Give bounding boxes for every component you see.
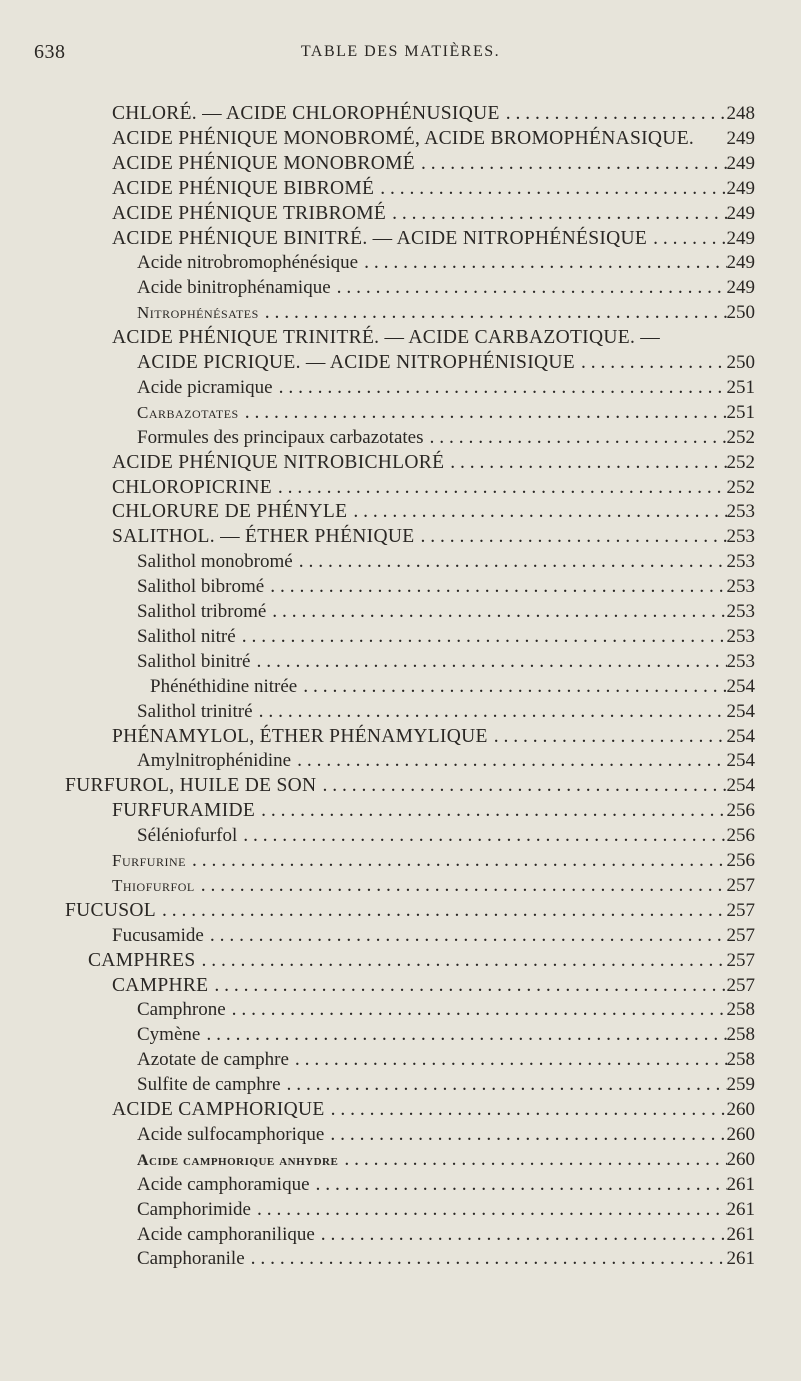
toc-entry-title: CAMPHRE xyxy=(112,974,209,996)
toc-entry xyxy=(137,824,755,848)
dot-leader xyxy=(414,525,726,549)
toc-entry-title: FURFURAMIDE xyxy=(112,800,256,822)
toc-entry-title: Azotate de camphre xyxy=(137,1049,289,1071)
toc-entry-title: FURFUROL, HUILE DE SON xyxy=(65,775,317,797)
toc-entry-page: 261 xyxy=(726,1198,755,1220)
toc-entry-title: Phénéthidine nitrée xyxy=(150,675,298,697)
toc-entry-title: Formules des principaux carbazotates xyxy=(137,426,424,448)
dot-leader xyxy=(245,1247,727,1271)
toc-entry-page: 256 xyxy=(726,800,755,822)
toc-entry-page: 260 xyxy=(726,1123,755,1145)
toc-entry xyxy=(137,625,755,649)
toc-entry xyxy=(112,725,755,749)
toc-entry xyxy=(112,202,755,226)
toc-entry-page: 253 xyxy=(726,650,755,672)
toc-entry xyxy=(137,1148,755,1173)
dot-leader xyxy=(204,924,727,948)
toc-entry-title: CAMPHRES xyxy=(88,949,196,971)
toc-entry-page: 254 xyxy=(726,700,755,722)
toc-entry-page: 249 xyxy=(726,277,755,299)
toc-entry xyxy=(137,1023,755,1047)
dot-leader xyxy=(500,102,727,126)
toc-entry-title: Thiofurfol xyxy=(112,875,195,895)
toc-entry-page: 253 xyxy=(726,625,755,647)
toc-entry-title: Sulfite de camphre xyxy=(137,1074,281,1096)
dot-leader xyxy=(236,625,727,649)
toc-entry-title: SALITHOL. — ÉTHER PHÉNIQUE xyxy=(112,526,415,548)
toc-entry-page: 257 xyxy=(726,874,755,896)
toc-entry xyxy=(137,700,755,724)
dot-leader xyxy=(488,725,727,749)
toc-entry xyxy=(112,525,755,549)
page-number: 638 xyxy=(34,41,66,63)
toc-entry-page: 254 xyxy=(726,775,755,797)
toc-entry-page: 260 xyxy=(726,1099,755,1120)
toc-entry xyxy=(88,949,755,973)
toc-entry-title: CHLORURE DE PHÉNYLE xyxy=(112,501,348,523)
toc-entry-page: 250 xyxy=(726,352,755,373)
toc-entry xyxy=(112,326,755,350)
toc-entry-title: ACIDE PHÉNIQUE NITROBICHLORÉ xyxy=(112,451,445,473)
toc-entry-title: ACIDE PHÉNIQUE BIBROMÉ xyxy=(112,177,375,199)
toc-entry xyxy=(137,650,755,674)
toc-entry-page: 256 xyxy=(726,825,755,847)
toc-entry-page: 257 xyxy=(726,899,755,921)
toc-entry-title: Acide camphorique anhydre xyxy=(137,1151,339,1169)
dot-leader xyxy=(251,1198,727,1222)
toc-entry xyxy=(137,351,755,375)
toc-entry-title: Salithol monobromé xyxy=(137,551,293,573)
toc-entry xyxy=(112,849,755,873)
toc-entry xyxy=(137,426,755,450)
toc-entry-page: 261 xyxy=(726,1248,755,1270)
toc-entry-page: 250 xyxy=(726,302,755,324)
toc-entry-page: 253 xyxy=(726,526,755,548)
toc-entry-page: 249 xyxy=(726,177,755,199)
toc-entry xyxy=(137,749,755,773)
toc-entry-page: 261 xyxy=(726,1173,755,1195)
toc-entry-title: Salithol tribromé xyxy=(137,601,267,622)
toc-entry-page: 257 xyxy=(726,949,755,971)
dot-leader xyxy=(266,600,726,624)
toc-entry xyxy=(137,276,755,300)
toc-entry-page: 256 xyxy=(726,850,755,871)
toc-entry-title: Acide nitrobromophénésique xyxy=(137,252,359,274)
dot-leader xyxy=(316,774,726,798)
toc-entry xyxy=(137,550,755,574)
toc-entry xyxy=(65,774,755,798)
toc-entry-page: 252 xyxy=(726,476,755,498)
toc-entry xyxy=(150,675,755,699)
toc-entry xyxy=(112,227,755,251)
dot-leader xyxy=(444,451,726,475)
toc-entry-title: Salithol nitré xyxy=(137,625,236,647)
toc-entry-title: Acide camphoramique xyxy=(137,1173,310,1195)
toc-entry-page: 249 xyxy=(726,152,755,174)
dot-leader xyxy=(237,824,726,848)
toc-entry xyxy=(112,127,755,151)
toc-entry xyxy=(137,1123,755,1147)
dot-leader xyxy=(156,899,727,923)
dot-leader xyxy=(315,1223,727,1247)
toc-entry xyxy=(112,177,755,201)
toc-entry-page: 254 xyxy=(726,750,755,772)
toc-entry-page: 252 xyxy=(726,451,755,473)
toc-entry xyxy=(137,1173,755,1197)
dot-leader xyxy=(374,177,726,201)
page-header xyxy=(0,41,801,71)
dot-leader xyxy=(423,426,726,450)
toc-entry-title: ACIDE PHÉNIQUE MONOBROMÉ, ACIDE BROMOPHÉNASIQUE. xyxy=(112,127,695,149)
dot-leader xyxy=(310,1173,727,1197)
toc-entry xyxy=(137,1073,755,1097)
toc-entry-page: 251 xyxy=(726,401,755,423)
dot-leader xyxy=(647,227,726,251)
toc-entry xyxy=(137,575,755,599)
toc-entry-page: 248 xyxy=(726,103,755,124)
toc-entry-title: Salithol binitré xyxy=(137,650,251,672)
toc-entry-title: ACIDE PHÉNIQUE MONOBROMÉ xyxy=(112,152,415,174)
toc-entry-page: 251 xyxy=(726,376,755,398)
toc-entry xyxy=(65,899,755,923)
toc-entry xyxy=(137,998,755,1022)
toc-entry-title: Amylnitrophénidine xyxy=(137,750,292,772)
dot-leader xyxy=(239,401,727,425)
toc-entry-title: Camphorimide xyxy=(137,1198,251,1220)
dot-leader xyxy=(324,1123,726,1147)
toc-entry-title: ACIDE PHÉNIQUE TRINITRÉ. — ACIDE CARBAZOTIQUE. — xyxy=(112,327,661,349)
dot-leader xyxy=(415,152,727,176)
toc-entry-page: 254 xyxy=(726,675,755,697)
toc-entry-page: 249 xyxy=(726,202,755,224)
toc-entry-title: Carbazotates xyxy=(137,402,239,422)
toc-entry xyxy=(137,1048,755,1072)
toc-entry-page: 253 xyxy=(726,501,755,523)
toc-entry xyxy=(112,451,755,475)
dot-leader xyxy=(297,675,726,699)
dot-leader xyxy=(264,575,726,599)
dot-leader xyxy=(338,1148,726,1172)
toc-entry-title: ACIDE CAMPHORIQUE xyxy=(112,1099,325,1120)
toc-entry xyxy=(112,1098,755,1122)
toc-entry-title: Cymène xyxy=(137,1024,201,1046)
toc-entry-page: 249 xyxy=(726,252,755,274)
dot-leader xyxy=(386,202,726,226)
dot-leader xyxy=(325,1098,727,1122)
toc-entry xyxy=(112,500,755,524)
dot-leader xyxy=(208,974,726,998)
dot-leader xyxy=(575,351,727,375)
toc-entry xyxy=(137,376,755,400)
toc-entry xyxy=(112,974,755,998)
toc-entry-page: 257 xyxy=(726,924,755,946)
dot-leader xyxy=(347,500,726,524)
dot-leader xyxy=(200,1023,726,1047)
toc-entry xyxy=(112,799,755,823)
toc-entry-page: 252 xyxy=(726,426,755,448)
toc-entry-title: CHLOROPICRINE xyxy=(112,476,272,498)
toc-entry-title: Salithol bibromé xyxy=(137,576,265,598)
toc-entry-title: Acide camphoranilique xyxy=(137,1223,315,1245)
toc-entry xyxy=(112,102,755,126)
toc-entry-page: 260 xyxy=(726,1148,755,1170)
toc-entry-page: 253 xyxy=(726,551,755,573)
toc-entry-title: Acide picramique xyxy=(137,376,273,398)
toc-entry-title: FUCUSOL xyxy=(65,899,156,921)
toc-entry xyxy=(137,301,755,325)
toc-entry-page: 258 xyxy=(726,1049,755,1071)
toc-entry xyxy=(137,1247,755,1271)
dot-leader xyxy=(331,276,727,300)
toc-entry-title: Acide binitrophénamique xyxy=(137,277,331,299)
toc-entry-title: Camphoranile xyxy=(137,1248,245,1270)
toc-entry xyxy=(137,251,755,275)
toc-entry-page: 253 xyxy=(726,601,755,622)
toc-entry xyxy=(112,874,755,898)
toc-entry xyxy=(137,600,755,624)
toc-entry xyxy=(112,152,755,176)
toc-entry-title: ACIDE PICRIQUE. — ACIDE NITROPHÉNISIQUE xyxy=(137,352,575,373)
toc-entry xyxy=(112,476,755,500)
toc-entry-title: ACIDE PHÉNIQUE TRIBROMÉ xyxy=(112,202,387,224)
dot-leader xyxy=(293,550,727,574)
toc-entry-title: Nitrophénésates xyxy=(137,303,259,323)
dot-leader xyxy=(358,251,726,275)
running-title: TABLE DES MATIÈRES. xyxy=(300,43,501,60)
toc-entry xyxy=(137,1198,755,1222)
toc-entry xyxy=(137,1223,755,1247)
toc-entry-title: Séléniofurfol xyxy=(137,825,238,847)
toc-entry-title: PHÉNAMYLOL, ÉTHER PHÉNAMYLIQUE xyxy=(112,725,488,747)
dot-leader xyxy=(272,476,727,500)
toc-entry-title: Salithol trinitré xyxy=(137,700,253,722)
dot-leader xyxy=(291,749,726,773)
toc-entry-page: 258 xyxy=(726,999,755,1021)
toc-entry-title: ACIDE PHÉNIQUE BINITRÉ. — ACIDE NITROPHÉNÉSIQUE xyxy=(112,227,648,249)
dot-leader xyxy=(259,301,727,325)
dot-leader xyxy=(250,650,726,674)
toc-entry-page: 257 xyxy=(726,974,755,996)
toc-entry-title: Fucusamide xyxy=(112,924,204,946)
toc-entry-page: 258 xyxy=(726,1024,755,1046)
toc-entry-title: CHLORÉ. — ACIDE CHLOROPHÉNUSIQUE xyxy=(112,103,500,124)
dot-leader xyxy=(196,949,727,973)
toc-entry-page: 253 xyxy=(726,576,755,598)
dot-leader xyxy=(289,1048,727,1072)
toc-entry-page: 254 xyxy=(726,725,755,747)
dot-leader xyxy=(255,799,726,823)
toc-entry-page: 249 xyxy=(726,127,755,149)
toc-entry-title: Furfurine xyxy=(112,851,186,870)
toc-entry-page: 261 xyxy=(726,1223,755,1245)
dot-leader xyxy=(226,998,727,1022)
toc-entry xyxy=(137,401,755,425)
toc-entry-page: 259 xyxy=(726,1074,755,1096)
toc-entry xyxy=(112,924,755,948)
dot-leader xyxy=(253,700,727,724)
dot-leader xyxy=(281,1073,727,1097)
toc-entry-title: Camphrone xyxy=(137,999,226,1021)
dot-leader xyxy=(195,874,727,898)
toc-entry-title: Acide sulfocamphorique xyxy=(137,1123,325,1145)
dot-leader xyxy=(273,376,727,400)
dot-leader xyxy=(186,849,727,873)
toc-entry-page: 249 xyxy=(726,227,755,249)
